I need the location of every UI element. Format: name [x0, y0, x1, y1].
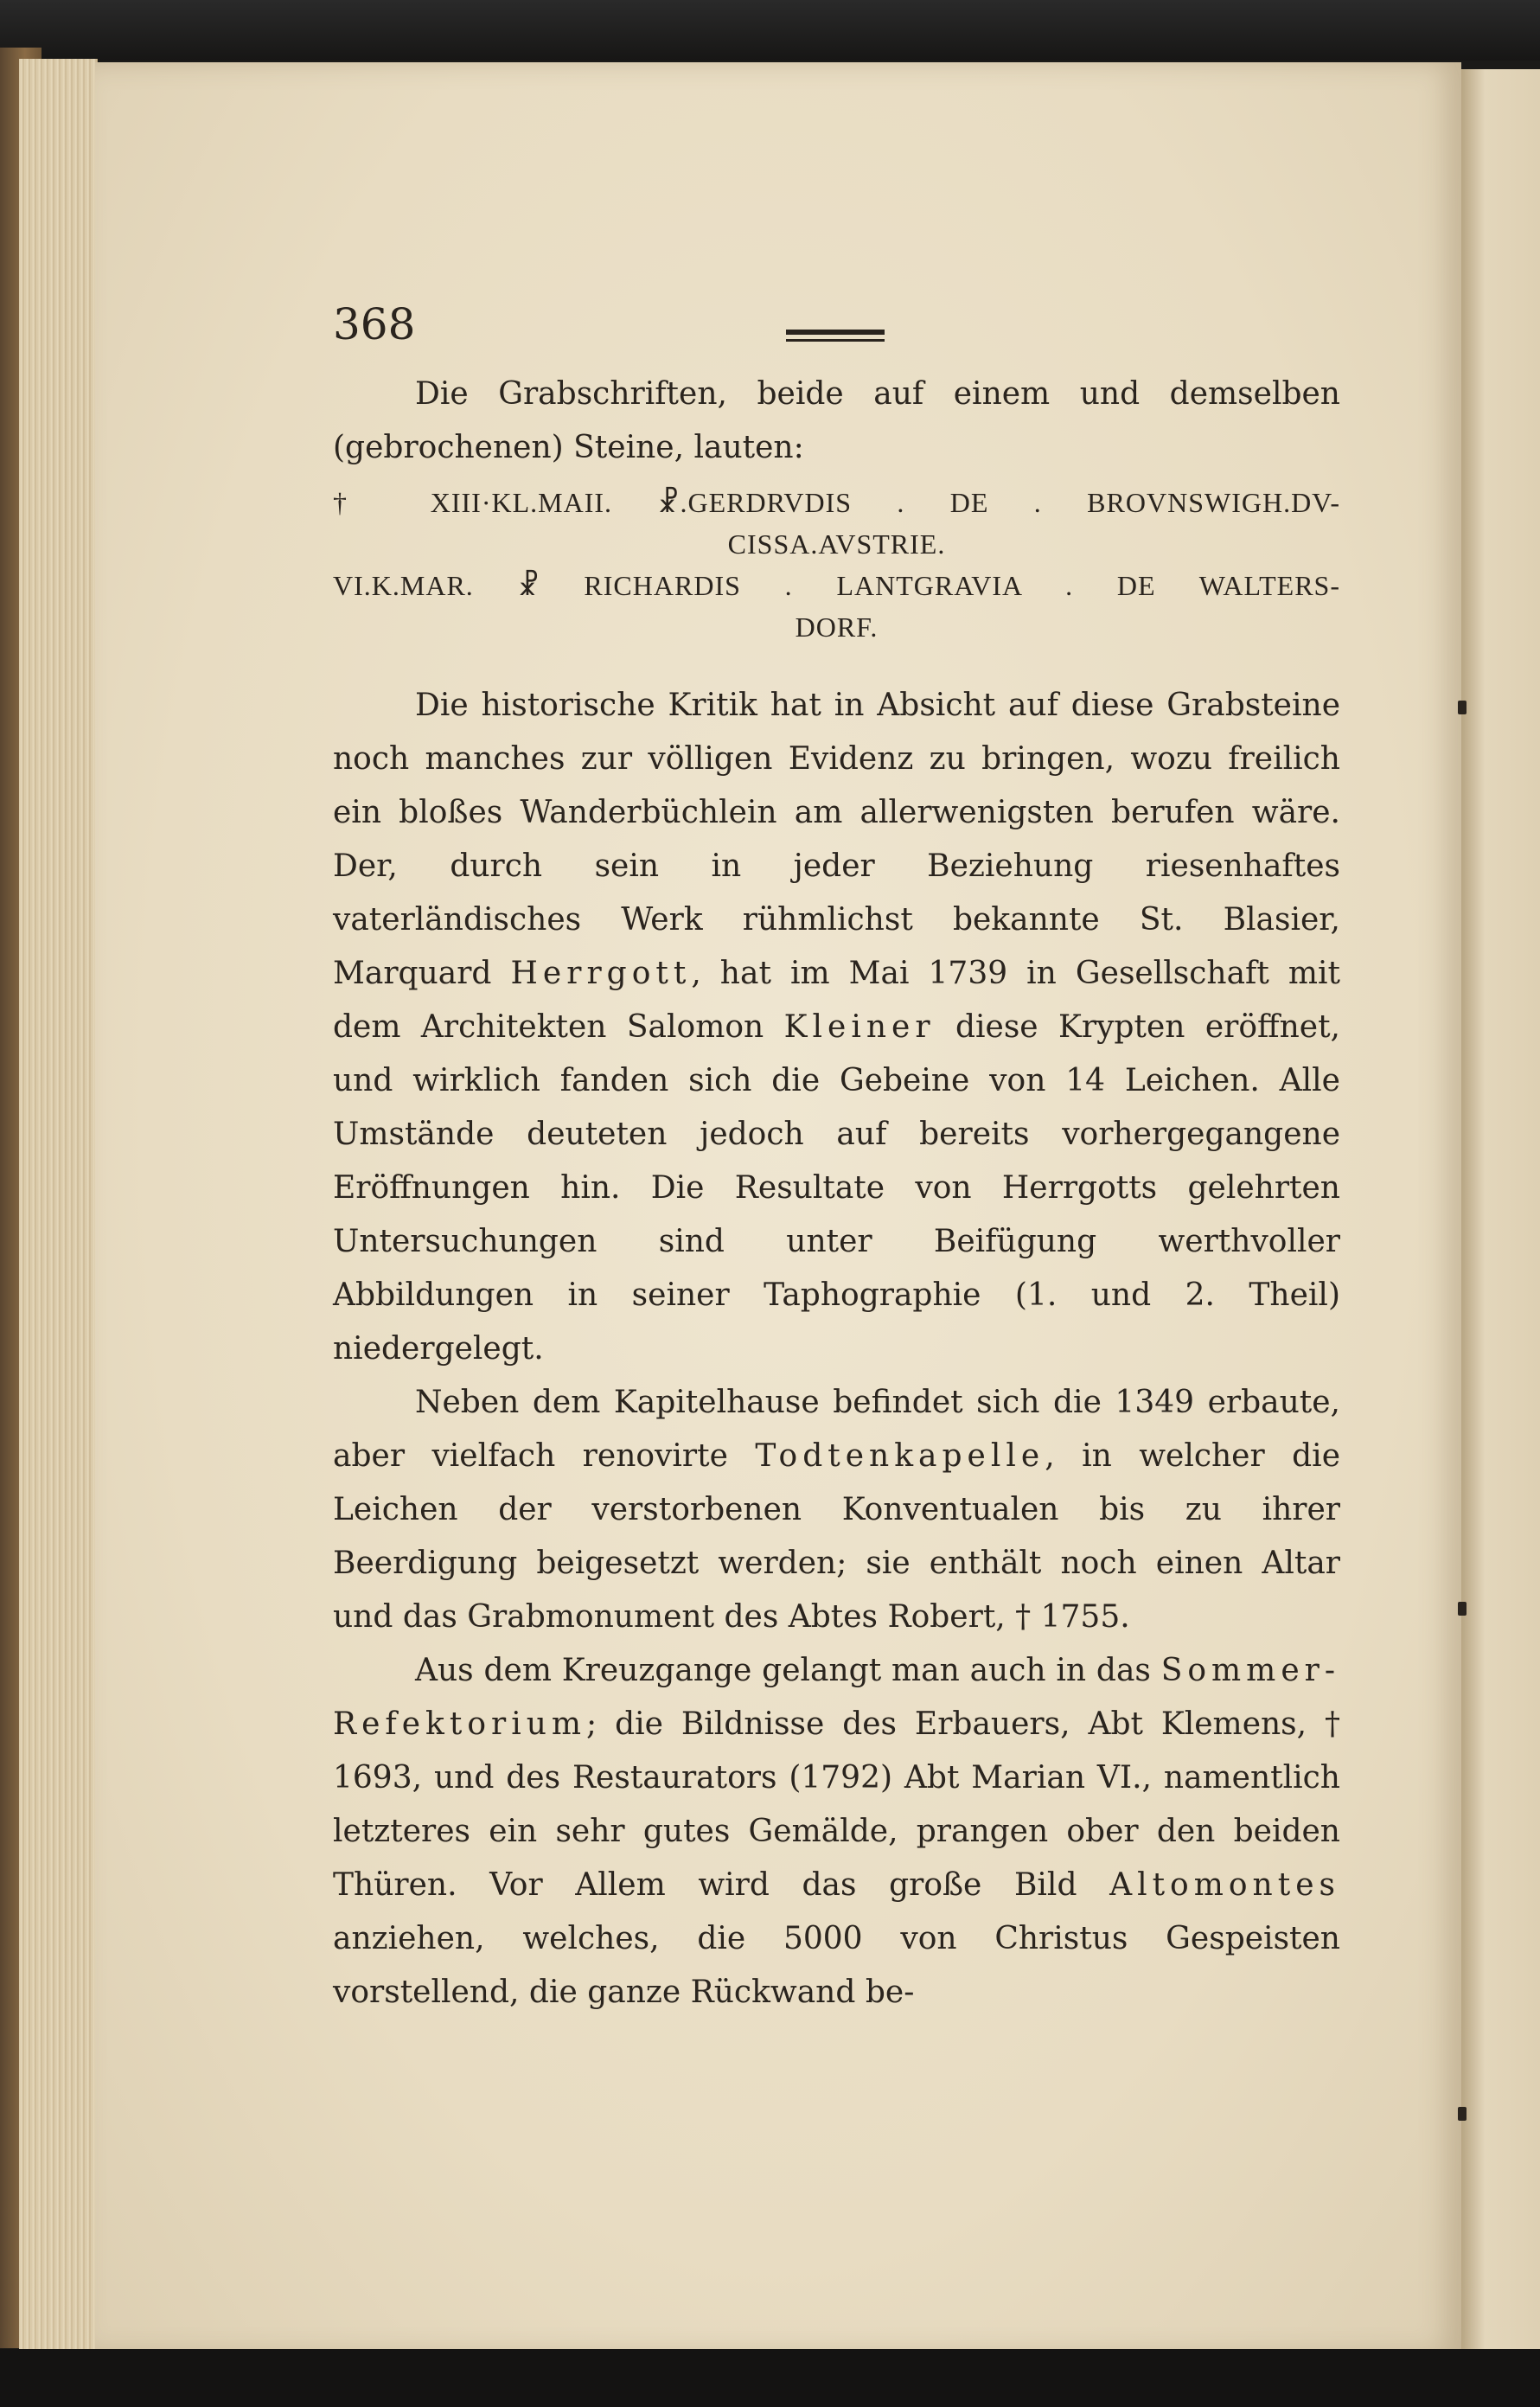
inscription-line: † XIII·KL.MAII. ☧.GERDRVDIS . DE . BROVNSWIGH.DV- [333, 487, 1340, 518]
inscription-line: VI.K.MAR. ☧ RICHARDIS . LANTGRAVIA . DE WALTERS- [333, 570, 1340, 601]
text-run: Die historische Kritik hat in Absicht auf diese Grabsteine noch manches zur völligen Evidenz zu bringen, wozu freilich ein bloßes Wanderbüchlein am allerwenigsten berufen wäre. Der, durch sein in jeder Beziehung riesenhaftes vaterländisches Werk rühmlichst bekannte St. Blasier, Marquard [333, 688, 1340, 991]
text-run: Aus dem Kreuzgange gelangt man auch in das [415, 1653, 1151, 1688]
intro-paragraph: Die Grabschriften, beide auf einem und demselben (gebrochenen) Steine, lauten: [333, 376, 1340, 465]
text-run: ; die Bildnisse des Erbauers, Abt Klemens, † 1693, und des Restaurators (1792) Abt Marian VI., namentlich letzteres ein sehr gutes Gemälde, prangen ober den beiden Thüren. Vor Allem wird das große Bild [333, 1706, 1340, 1903]
emphasized-term: Sommer-Refektorium [333, 1653, 1340, 1742]
inscription-line-continued: CISSA.AVSTRIE. [727, 528, 946, 560]
emphasized-term: Todtenkapelle [755, 1438, 1045, 1474]
page-stack-edges [19, 59, 98, 2349]
text-run: , hat im Mai 1739 in Gesellschaft mit dem Architekten Salomon [333, 956, 1340, 1045]
scan-background-bottom [0, 2349, 1540, 2407]
text-run: diese Krypten eröffnet, und wirklich fanden sich die Gebeine von 14 Leichen. Alle Umstände deuteten jedoch auf bereits vorhergegangene Eröffnungen hin. Die Resultate von Herrgotts gelehrten Untersuchungen sind unter Beifügung werthvoller Abbildungen in seiner Taphographie (1. und 2. Theil) niedergelegt. [333, 1009, 1340, 1367]
page-number: 368 [333, 299, 416, 349]
text-run: Neben dem Kapitelhause befindet sich die 1349 erbaute, aber vielfach renovirte [333, 1385, 1340, 1474]
scan-background-top [0, 0, 1540, 61]
paragraph-grabsteine [333, 679, 1340, 1376]
page-header [333, 298, 1340, 368]
text-run: , in welcher die Leichen der verstorbenen Konventualen bis zu ihrer Beerdigung beigesetzt werden; sie enthält noch einen Altar und das Grabmonument des Abtes Robert, † 1755. [333, 1438, 1340, 1635]
header-rule [786, 330, 885, 342]
paragraph-refektorium [333, 1644, 1340, 2020]
person-name: Altomontes [1109, 1867, 1340, 1903]
page-edge-mark [1458, 2107, 1467, 2121]
page-edge-mark [1458, 701, 1467, 714]
person-name: Herrgott [510, 956, 692, 991]
person-name: Kleiner [783, 1009, 936, 1045]
next-page-edge [1461, 69, 1540, 2353]
inscription-line-continued: DORF. [795, 611, 879, 643]
page-edge-mark [1458, 1602, 1467, 1616]
inscription-block [333, 482, 1340, 648]
paragraph-todtenkapelle [333, 1376, 1340, 1644]
page-text [333, 298, 1340, 2020]
text-run: anziehen, welches, die 5000 von Christus Gespeisten vorstellend, die ganze Rückwand be- [333, 1921, 1340, 2010]
